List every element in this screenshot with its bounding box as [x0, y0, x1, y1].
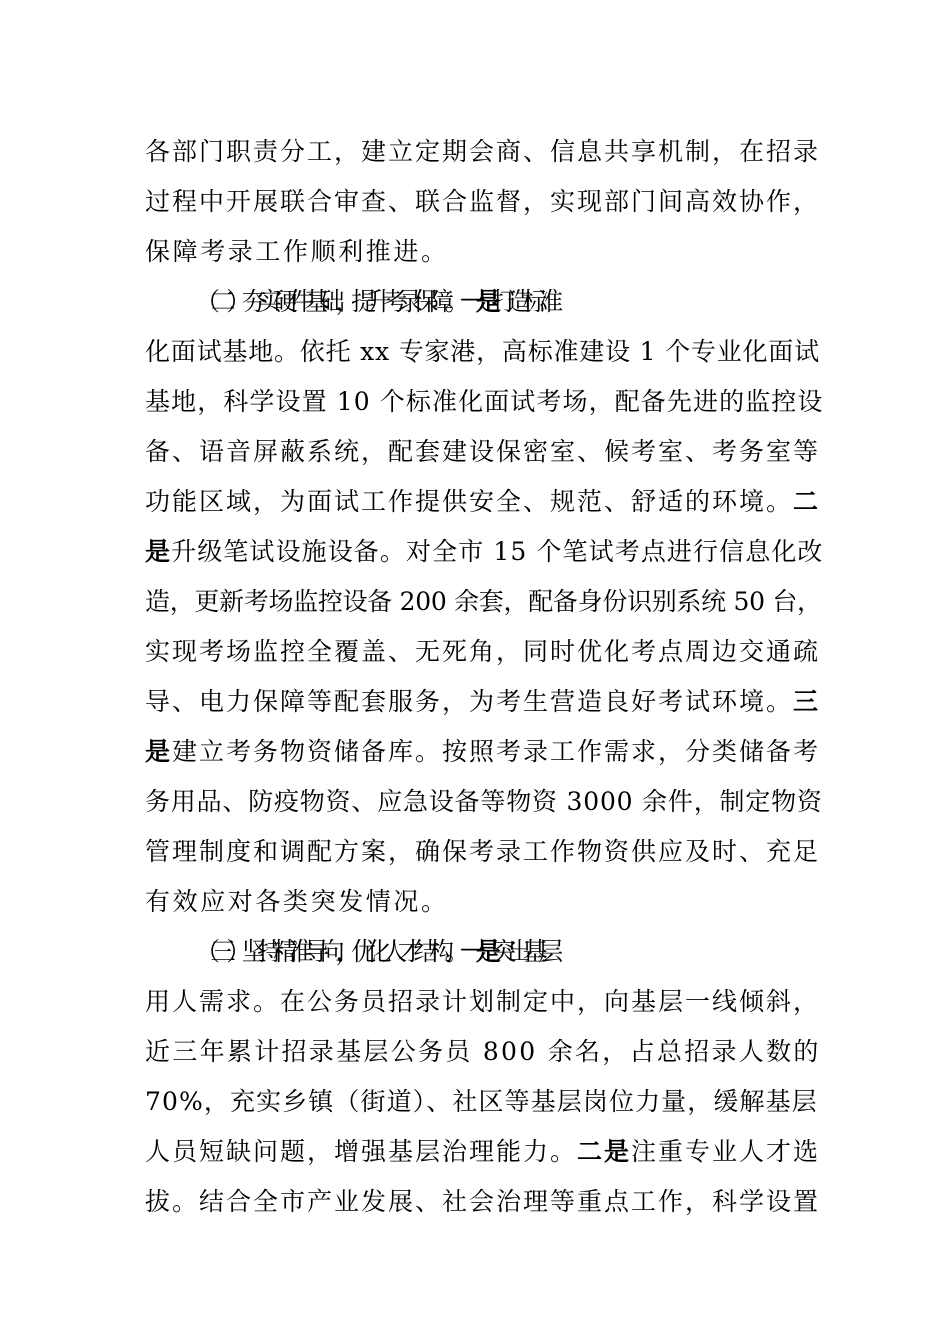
text-run: 注重专业人才选 — [631, 1137, 821, 1166]
text-run: 保障考录工作顺利推进。 — [145, 237, 449, 266]
text-run: 建立考务物资储备库。按照考录工作需求，分类储备考 — [172, 737, 821, 766]
text-run: 管理制度和调配方案，确保考录工作物资供应及时、充足 — [145, 837, 821, 866]
section-heading: （二）夯实硬件基础，提升考录保障。 — [195, 287, 461, 316]
bold-marker: 是 — [145, 537, 172, 566]
paragraph-2-line-11 — [145, 777, 825, 827]
paragraph-2-line-4 — [145, 427, 825, 477]
text-run: 近三年累计招录基层公务员 800 余名，占总招录人数的 — [145, 1037, 821, 1066]
text-run: 打造标准 — [491, 287, 554, 316]
paragraph-1-line-1 — [145, 127, 825, 177]
bold-marker: 二 — [793, 487, 821, 516]
paragraph-2-line-13 — [145, 877, 825, 927]
bold-marker: 一是 — [460, 287, 492, 316]
paragraph-2-line-9 — [145, 677, 825, 727]
bold-marker: 是 — [145, 737, 173, 766]
paragraph-3-line-3 — [145, 1027, 825, 1077]
bold-marker: 三 — [793, 687, 821, 716]
paragraph-3-line-4 — [145, 1077, 825, 1127]
text-run: 各部门职责分工，建立定期会商、信息共享机制，在招录 — [145, 137, 821, 166]
text-run: 用人需求。在公务员招录计划制定中，向基层一线倾斜， — [145, 987, 821, 1016]
text-run: 突出基层 — [491, 937, 554, 966]
paragraph-2-line-12 — [145, 827, 825, 877]
paragraph-1-line-3 — [145, 227, 825, 277]
text-run: 拔。结合全市产业发展、社会治理等重点工作，科学设置 — [145, 1187, 821, 1216]
text-run: 导、电力保障等配套服务，为考生营造良好考试环境。 — [145, 687, 794, 716]
paragraph-3-line-6 — [145, 1177, 825, 1227]
text-run: 70%，充实乡镇（街道）、社区等基层岗位力量，缓解基层 — [145, 1087, 818, 1116]
paragraph-1-line-2 — [145, 177, 825, 227]
paragraph-2-line-2 — [145, 327, 825, 377]
text-run: 升级笔试设施设备。对全市 15 个笔试考点进行信息化改 — [171, 537, 824, 566]
section-heading: （三）坚持精准导向，优化人才结构。 — [195, 937, 461, 966]
paragraph-3-line-5 — [145, 1127, 825, 1177]
text-run: 功能区域，为面试工作提供安全、规范、舒适的环境。 — [145, 487, 794, 516]
paragraph-2-line-3 — [145, 377, 825, 427]
text-run: 务用品、防疫物资、应急设备等物资 3000 余件，制定物资 — [145, 787, 823, 816]
text-run: 化面试基地。依托 xx 专家港，高标准建设 1 个专业化面试 — [145, 337, 820, 366]
text-run: 过程中开展联合审查、联合监督，实现部门间高效协作， — [145, 187, 821, 216]
bold-marker: 二是 — [577, 1137, 632, 1166]
text-run: 造，更新考场监控设备 200 余套，配备身份识别系统 50 台， — [145, 587, 822, 616]
paragraph-3-line-2 — [145, 977, 825, 1027]
text-run: 实现考场监控全覆盖、无死角，同时优化考点周边交通疏 — [145, 637, 821, 666]
paragraph-2-line-7 — [145, 577, 825, 627]
paragraph-2-line-8 — [145, 627, 825, 677]
paragraph-2-line-1 — [195, 277, 875, 327]
text-run: 基地，科学设置 10 个标准化面试考场，配备先进的监控设 — [145, 387, 824, 416]
bold-marker: 一是 — [460, 937, 492, 966]
text-run: 有效应对各类突发情况。 — [145, 887, 449, 916]
paragraph-3-line-1 — [195, 927, 875, 977]
paragraph-2-line-6 — [145, 527, 825, 577]
text-run: 备、语音屏蔽系统，配套建设保密室、候考室、考务室等 — [145, 437, 821, 466]
text-run: 人员短缺问题，增强基层治理能力。 — [145, 1137, 578, 1166]
paragraph-2-line-10 — [145, 727, 825, 777]
paragraph-2-line-5 — [145, 477, 825, 527]
